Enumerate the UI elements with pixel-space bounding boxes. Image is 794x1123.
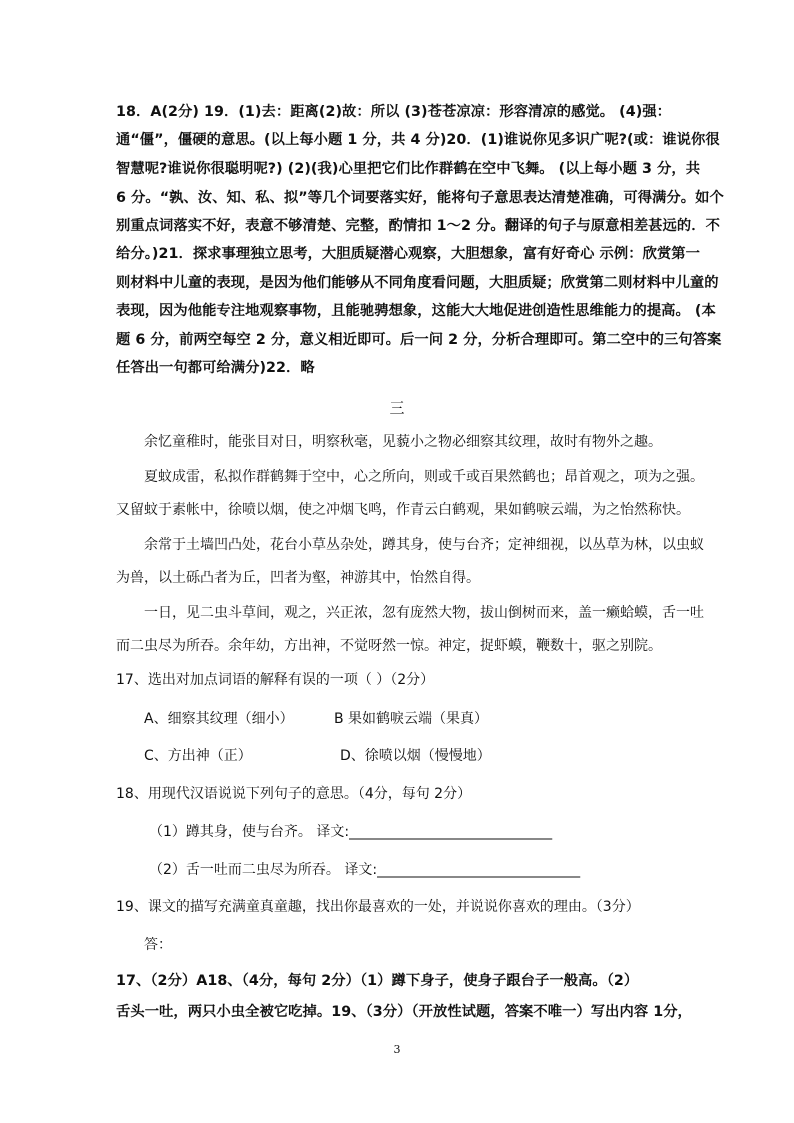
question-18: 18、用现代汉语说说下列句子的意思。（4分，每句 2分）: [116, 786, 472, 802]
answer-line: 通“僵”，僵硬的意思。(以上每小题 1 分，共 4 分)20．(1)谁说你见多识广呢?(或：谁说你很: [116, 132, 720, 148]
answer-line: 别重点词落实不好，表意不够清楚、完整，酌情扣 1～2 分。翻译的句子与原意相差甚远的．不: [116, 218, 720, 234]
answer-line: 智慧呢?谁说你很聪明呢?) (2)(我)心里把它们比作群鹤在空中飞舞。 (以上每小题 3 分，共: [116, 161, 701, 177]
question-17-option-a: A、细察其纹理（细小）: [144, 711, 294, 727]
passage-line: 为兽，以土砾凸者为丘，凹者为壑，神游其中，怡然自得。: [116, 570, 480, 586]
question-18-item-2: （2）舌一吐而二虫尽为所吞。 译文:_____________________________: [149, 862, 581, 878]
question-18-item-1: （1）蹲其身，使与台齐。 译文:_____________________________: [149, 824, 553, 840]
question-19: 19、课文的描写充满童真童趣，找出你最喜欢的一处，并说说你喜欢的理由。（3分）: [116, 899, 640, 915]
final-answer-line: 舌头一吐，两只小虫全被它吃掉。19、（3分）（开放性试题，答案不唯一）写出内容 1分，: [116, 1004, 692, 1020]
question-17-option-d: D、徐喷以烟（慢慢地）: [340, 748, 491, 764]
answer-line: 给分。)21．探求事理独立思考，大胆质疑潜心观察，大胆想象，富有好奇心 示例：欣赏第一: [116, 246, 700, 262]
section-title: 三: [389, 399, 405, 417]
passage-line: 一日，见二虫斗草间，观之，兴正浓，忽有庞然大物，拔山倒树而来，盖一癞蛤蟆，舌一吐: [144, 605, 704, 621]
answer-line: 则材料中儿童的表现，是因为他们能够从不同角度看问题，大胆质疑；欣赏第二则材料中儿童的: [116, 275, 719, 291]
answer-label: 答：: [144, 937, 172, 953]
page-number: 3: [393, 1043, 401, 1056]
passage-line: 又留蚊于素帐中，徐喷以烟，使之冲烟飞鸣，作青云白鹤观，果如鹤唳云端，为之怡然称快。: [116, 502, 690, 518]
answer-line: 18．A(2分) 19．(1)去：距离(2)故：所以 (3)苍苍凉凉：形容清凉的感觉。 (4)强：: [116, 104, 672, 120]
passage-line: 而二虫尽为所吞。余年幼，方出神，不觉呀然一惊。神定，捉虾蟆，鞭数十，驱之别院。: [116, 638, 662, 654]
passage-line: 夏蚊成雷，私拟作群鹤舞于空中，心之所向，则或千或百果然鹤也；昂首观之，项为之强。: [144, 469, 704, 485]
passage-line: 余忆童稚时，能张目对日，明察秋毫，见藐小之物必细察其纹理，故时有物外之趣。: [144, 434, 662, 450]
answer-line: 题 6 分，前两空每空 2 分，意义相近即可。后一问 2 分，分析合理即可。第二空中的三句答案: [116, 332, 722, 348]
passage-line: 余常于土墙凹凸处，花台小草丛杂处，蹲其身，使与台齐；定神细视，以丛草为林，以虫蚁: [144, 537, 704, 553]
question-17-option-c: C、方出神（正）: [144, 748, 252, 764]
answer-line: 任答出一句都可给满分)22．略: [116, 360, 315, 376]
answer-line: 6 分。“孰、汝、知、私、拟”等几个词要落实好，能将句子意思表达清楚准确，可得满分。如个: [116, 190, 724, 206]
answer-line: 表现，因为他能专注地观察事物，且能驰骋想象，这能大大地促进创造性思维能力的提高。 (本: [116, 303, 716, 319]
question-17: 17、选出对加点词语的解释有误的一项（ ）（2分）: [116, 672, 435, 688]
question-17-option-b: B 果如鹤唳云端（果真）: [334, 711, 489, 727]
final-answer-line: 17、（2分）A18、（4分，每句 2分）（1）蹲下身子，使身子跟台子一般高。（2）: [116, 973, 639, 989]
